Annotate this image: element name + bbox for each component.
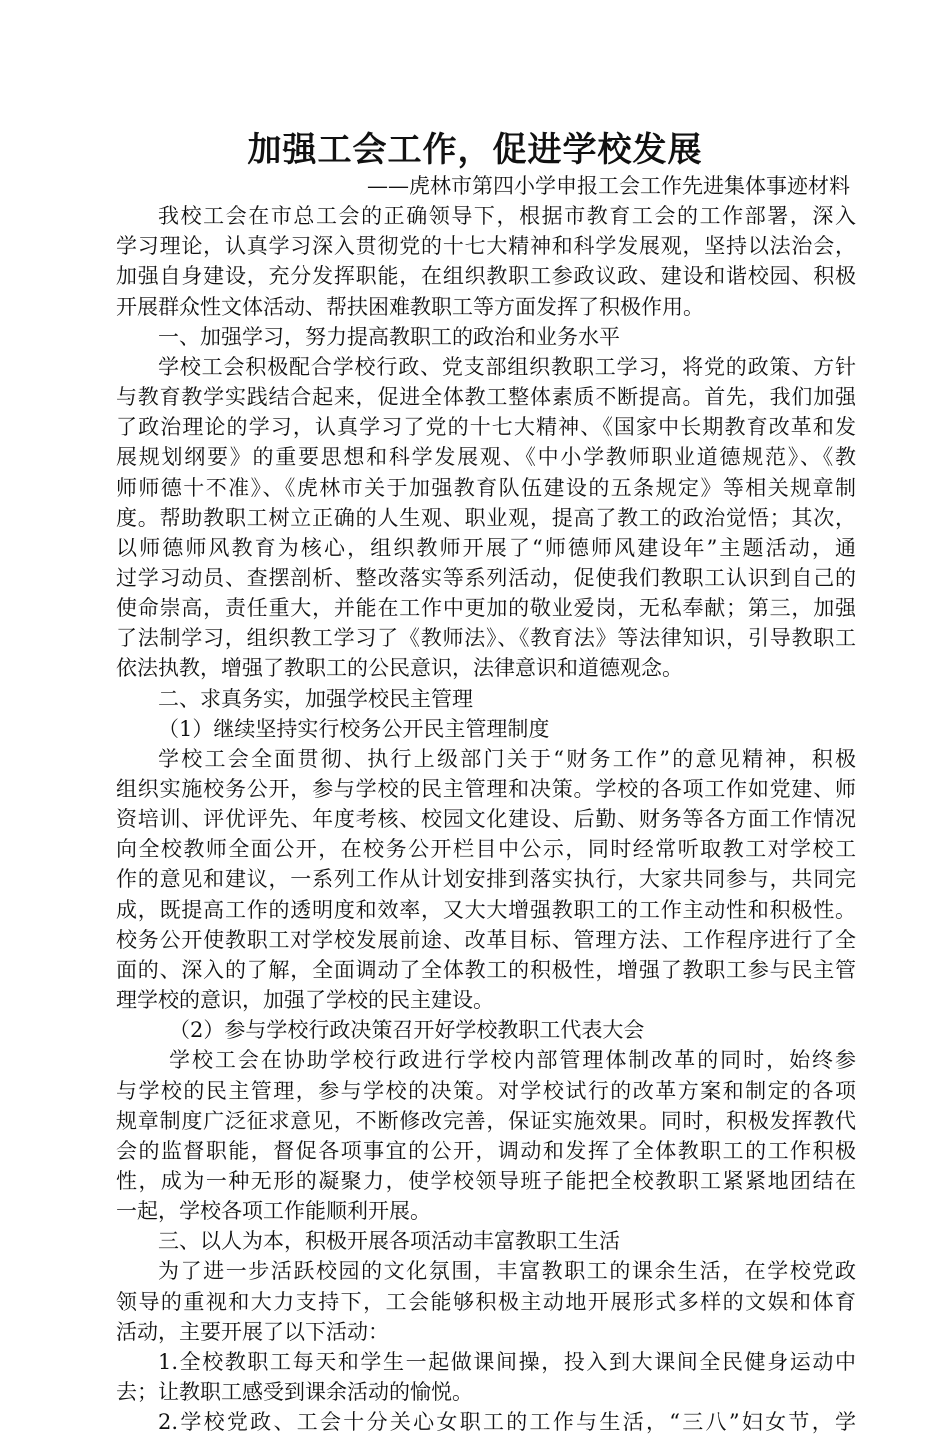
- text-line: 师师德十不准》、《虎林市关于加强教育队伍建设的五条规定》等相关规章制: [116, 476, 856, 500]
- text-line: 会的监督职能，督促各项事宜的公开，调动和发挥了全体教职工的工作积极: [116, 1139, 856, 1163]
- text-line: 学校工会在协助学校行政进行学校内部管理体制改革的同时，始终参: [169, 1048, 856, 1072]
- text-line: 度。帮助教职工树立正确的人生观、职业观，提高了教工的政治觉悟；其次，: [116, 506, 856, 530]
- text-line: 组织实施校务公开，参与学校的民主管理和决策。学校的各项工作如党建、师: [116, 777, 856, 801]
- text-line: 规章制度广泛征求意见，不断修改完善，保证实施效果。同时，积极发挥教代: [116, 1109, 856, 1133]
- section-heading: （2）参与学校行政决策召开好学校教职工代表大会: [169, 1018, 645, 1042]
- text-line: 以师德师风教育为核心，组织教师开展了“师德师风建设年”主题活动，通: [116, 536, 856, 560]
- text-line: 与学校的民主管理，参与学校的决策。对学校试行的改革方案和制定的各项: [116, 1079, 856, 1103]
- text-line: 领导的重视和大力支持下，工会能够积极主动地开展形式多样的文娱和体育: [116, 1290, 856, 1314]
- text-line: 资培训、评优评先、年度考核、校园文化建设、后勤、财务等各方面工作情况: [116, 807, 856, 831]
- text-line: 1.全校教职工每天和学生一起做课间操，投入到大课间全民健身运动中: [158, 1350, 856, 1374]
- text-line: 学习理论，认真学习深入贯彻党的十七大精神和科学发展观，坚持以法治会，: [116, 234, 856, 258]
- section-heading: 二、求真务实，加强学校民主管理: [158, 687, 473, 711]
- text-line: 依法执教，增强了教职工的公民意识，法律意识和道德观念。: [116, 656, 683, 680]
- text-line: 为了进一步活跃校园的文化氛围，丰富教职工的课余生活，在学校党政: [158, 1259, 856, 1283]
- text-line: 开展群众性文体活动、帮扶困难教职工等方面发挥了积极作用。: [116, 295, 704, 319]
- text-line: 校务公开使教职工对学校发展前途、改革目标、管理方法、工作程序进行了全: [116, 928, 856, 952]
- text-line: 加强自身建设，充分发挥职能，在组织教职工参政议政、建设和谐校园、积极: [116, 264, 856, 288]
- text-line: 活动，主要开展了以下活动：: [116, 1320, 389, 1344]
- text-line: 作的意见和建议，一系列工作从计划安排到落实执行，大家共同参与，共同完: [116, 867, 856, 891]
- text-line: 2.学校党政、工会十分关心女职工的工作与生活，“三八”妇女节，学: [158, 1410, 856, 1434]
- text-line: 使命崇高，责任重大，并能在工作中更加的敬业爱岗，无私奉献；第三，加强: [116, 596, 856, 620]
- text-line: 展规划纲要》的重要思想和科学发展观、《中小学教师职业道德规范》、《教: [116, 445, 856, 469]
- text-line: 面的、深入的了解，全面调动了全体教工的积极性，增强了教职工参与民主管: [116, 958, 856, 982]
- subtitle: ——虎林市第四小学申报工会工作先进集体事迹材料: [367, 174, 850, 198]
- text-line: 理学校的意识，加强了学校的民主建设。: [116, 988, 494, 1012]
- text-line: 与教育教学实践结合起来，促进全体教工整体素质不断提高。首先，我们加强: [116, 385, 856, 409]
- page-title: 加强工会工作，促进学校发展: [247, 130, 703, 170]
- section-heading: 一、加强学习，努力提高教职工的政治和业务水平: [158, 325, 620, 349]
- text-line: 一起，学校各项工作能顺利开展。: [116, 1199, 431, 1223]
- text-line: 去；让教职工感受到课余活动的愉悦。: [116, 1380, 473, 1404]
- text-line: 我校工会在市总工会的正确领导下，根据市教育工会的工作部署，深入: [158, 204, 856, 228]
- section-heading: （1）继续坚持实行校务公开民主管理制度: [158, 717, 550, 741]
- text-line: 学校工会全面贯彻、执行上级部门关于“财务工作”的意见精神，积极: [158, 747, 856, 771]
- text-line: 向全校教师全面公开，在校务公开栏目中公示，同时经常听取教工对学校工: [116, 837, 856, 861]
- text-line: 学校工会积极配合学校行政、党支部组织教职工学习，将党的政策、方针: [158, 355, 856, 379]
- section-heading: 三、以人为本，积极开展各项活动丰富教职工生活: [158, 1229, 620, 1253]
- text-line: 过学习动员、查摆剖析、整改落实等系列活动，促使我们教职工认识到自己的: [116, 566, 856, 590]
- text-line: 了政治理论的学习，认真学习了党的十七大精神、《国家中长期教育改革和发: [116, 415, 856, 439]
- text-line: 成，既提高工作的透明度和效率，又大大增强教职工的工作主动性和积极性。: [116, 898, 856, 922]
- text-line: 性，成为一种无形的凝聚力，使学校领导班子能把全校教职工紧紧地团结在: [116, 1169, 856, 1193]
- text-line: 了法制学习，组织教工学习了《教师法》、《教育法》等法律知识，引导教职工: [116, 626, 856, 650]
